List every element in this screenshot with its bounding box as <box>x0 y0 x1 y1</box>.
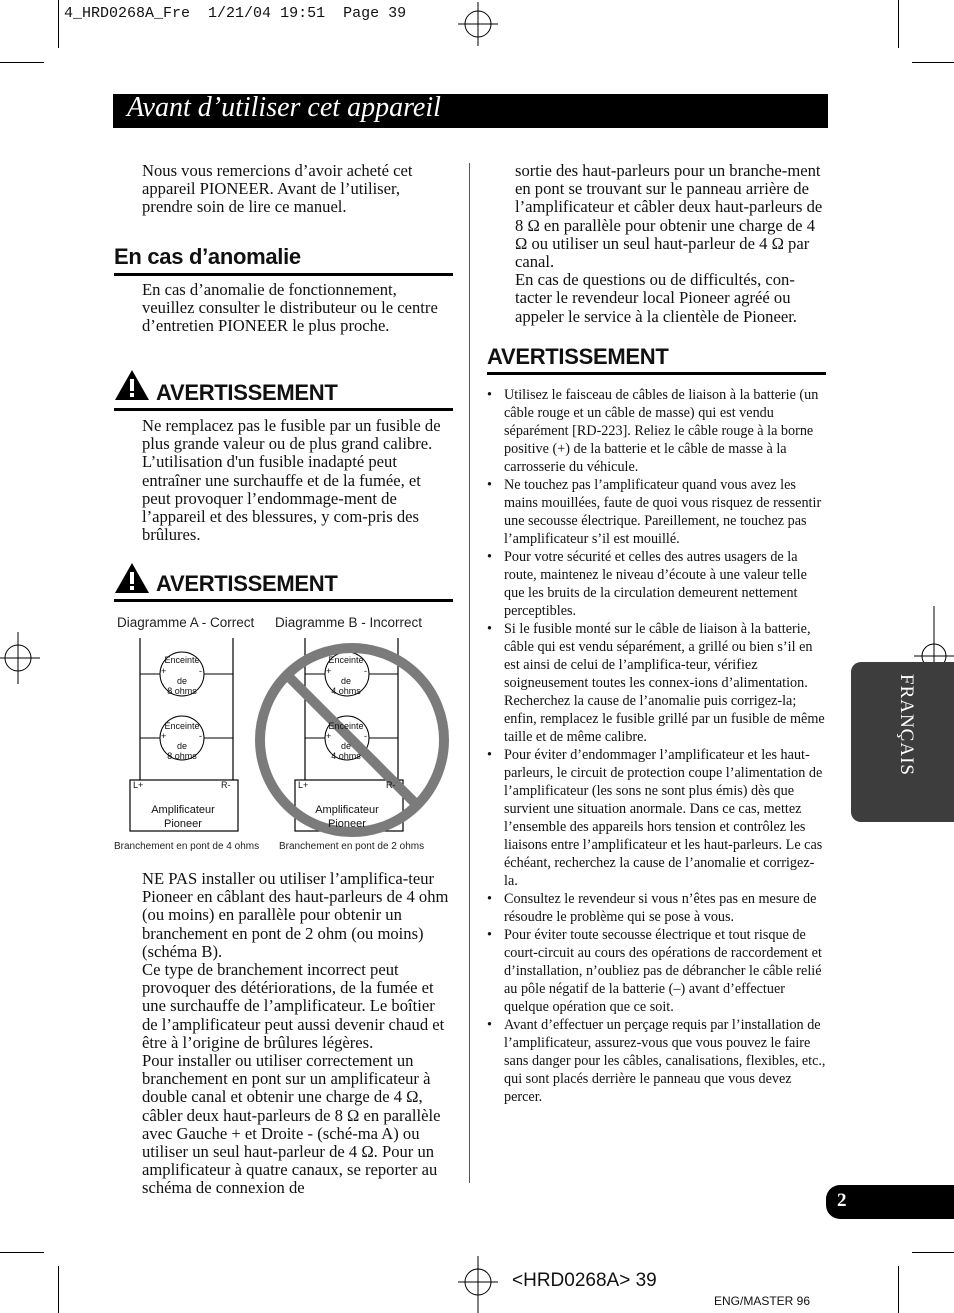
plus-sign: + <box>161 666 167 676</box>
warning-icon <box>114 369 150 401</box>
speaker-text: 4 ohms <box>331 751 361 761</box>
speaker-text: Enceinte <box>164 655 200 665</box>
continuation-text: sortie des haut-parleurs pour un branche-ment en pont se trouvant sur le panneau arrière de l’amplificateur et câbler deux haut-parleurs de 8 Ω en parallèle pour obtenir une charge de 4 Ω ou utiliser un seul haut-parleur de 4 Ω par canal. En cas de questions ou de difficultés, con-tacter le revendeur local Pioneer agréé ou appeler le service à la clientèle de Pioneer. <box>515 161 823 326</box>
diagram-b-caption: Branchement en pont de 2 ohms <box>279 841 425 852</box>
anomalie-text: En cas d’anomalie de fonctionnement, veuillez consulter le distributeur ou le centre d’entretien PIONEER le plus proche. <box>142 280 438 336</box>
amp-r-minus: R- <box>386 780 396 790</box>
speaker-a1-label <box>158 654 206 666</box>
heading-rule <box>114 273 453 276</box>
amplifier-a-label <box>131 803 235 831</box>
diagram-b-label: Diagramme B - Incorrect <box>275 615 423 630</box>
speaker-b1-value <box>322 676 370 696</box>
print-meta <box>64 5 406 22</box>
amp-text: Amplificateur <box>315 804 379 816</box>
warning2-heading: AVERTISSEMENT <box>156 571 338 596</box>
registration-mark-left <box>0 632 40 684</box>
amp-text: Amplificateur <box>151 804 215 816</box>
list-item: • Pour votre sécurité et celles des autres usagers de la route, maintenez le niveau d’écoute à une valeur telle que les bruits de la circulation demeurent nettement perceptibles. <box>487 548 827 620</box>
speaker-text: 8 ohms <box>167 751 197 761</box>
minus-sign: - <box>364 731 367 741</box>
speaker-text: 4 ohms <box>331 686 361 696</box>
crop-mark <box>912 62 954 63</box>
speaker-text: Enceinte <box>328 655 364 665</box>
speaker-text: 8 ohms <box>167 686 197 696</box>
anomalie-heading: En cas d’anomalie <box>114 244 301 269</box>
crop-mark <box>0 1252 44 1253</box>
warning1-heading: AVERTISSEMENT <box>156 380 338 405</box>
column-divider <box>469 163 470 1183</box>
minus-sign: - <box>364 666 367 676</box>
speaker-b2-value <box>322 741 370 761</box>
list-item: • Utilisez le faisceau de câbles de liaison à la batterie (un câble rouge et un câble de masse) qui est vendu séparément [RD-223]. Reliez le câble rouge à la borne positive (+) de la batterie et le câble de masse à la carrosserie du véhicule. <box>487 386 827 476</box>
warning1-text: Ne remplacez pas le fusible par un fusible de plus grande valeur ou de plus grand calibre. L’utilisation d'un fusible inadapté peut entraîner une surchauffe et de la fumée, et peut provoquer l’endommage-ment de l’appareil et des blessures, y com-pris des brûlures. <box>142 416 441 545</box>
language-tab-label: FRANÇAIS <box>896 674 917 776</box>
speaker-text: Enceinte <box>164 721 200 731</box>
registration-mark-top <box>458 2 498 46</box>
heading-rule <box>114 408 453 411</box>
warning-icon <box>114 562 150 594</box>
heading-rule <box>114 599 453 602</box>
speaker-a2-value <box>158 741 206 761</box>
speaker-a1-value <box>158 676 206 696</box>
list-item: • Consultez le revendeur si vous n’êtes pas en mesure de résoudre le problème qui se pose à vous. <box>487 890 827 926</box>
list-item: • Pour éviter d’endommager l’amplificateur et les haut-parleurs, le circuit de protection coupe l’alimentation de l’amplificateur (les sons ne sont plus émis) dès que survient une situation anormale. Dans ce cas, mettez l’ensemble des appareils hors tension et contrôlez les liaisons entre l’amplificateur et les haut-parleurs. Le cas échéant, recherchez la cause de l’anomalie et corrigez-la. <box>487 746 827 890</box>
crop-mark <box>912 1252 954 1253</box>
heading-rule <box>487 372 826 375</box>
print-page: Page 39 <box>343 5 407 22</box>
amp-l-plus: L+ <box>133 780 144 790</box>
diagram-a-label: Diagramme A - Correct <box>117 615 255 630</box>
amp-text: Pioneer <box>328 818 366 830</box>
warning2-text: NE PAS installer ou utiliser l’amplifica-teur Pioneer en câblant des haut-parleurs de 4 ohm (ou moins) en parallèle pour obtenir un branchement en pont de 2 ohm (ou moins) (schéma B). Ce type de branchement incorrect peut provoquer des détériorations, de la fumée et une surchauffe de l’amplificateur. Le boîtier de l’amplificateur peut aussi devenir chaud et être à l’origine de brûlures légères. Pour installer ou utiliser correctement un branchement en pont sur un amplificateur à double canal et obtenir une charge de 4 Ω, câbler deux haut-parleurs de 8 Ω en parallèle avec Gauche + et Droite - (sché-ma A) ou utiliser un seul haut-parleur de 4 Ω. Pour un amplificateur à quatre canaux, se reporter au schéma de connexion de <box>142 869 449 1198</box>
warning3-bullets <box>487 386 827 1106</box>
registration-mark-bottom <box>458 1256 498 1313</box>
crop-mark <box>898 0 899 48</box>
list-item: • Avant d’effectuer un perçage requis par l’installation de l’amplificateur, assurez-vous que vous pouvez le faire sans danger pour les câbles, canalisations, flexibles, etc., qui sont placés derrière le panneau que vous devez percer. <box>487 1016 827 1106</box>
minus-sign: - <box>199 666 202 676</box>
crop-mark <box>898 1266 899 1313</box>
page-number: 2 <box>837 1190 847 1211</box>
speaker-text: de <box>176 741 187 751</box>
page-title-bar <box>113 94 828 128</box>
speaker-text: de <box>176 676 187 686</box>
list-item: • Si le fusible monté sur le câble de liaison à la batterie, câble qui est vendu séparément, a grillé ou bien s’il en est ainsi de celui de l’amplifica-teur, vérifiez soigneusement toutes les connex-ions d’alimentation. Recherchez la cause de l’anomalie puis corrigez-la; enfin, remplacez le fusible grillé par un fusible de même taille et de même calibre. <box>487 620 827 746</box>
diagram-a-caption: Branchement en pont de 4 ohms <box>114 841 260 852</box>
page-number-tab <box>826 1185 954 1219</box>
print-time: 19:51 <box>280 5 326 22</box>
list-item: • Pour éviter toute secousse électrique et tout risque de court-circuit au cours des opérations de raccordement et d’installation, n’oubliez pas de débrancher le câble relié au pôle négatif de la batterie (–) avant d’effectuer quelque opération que ce soit. <box>487 926 827 1016</box>
plus-sign: + <box>326 666 332 676</box>
amplifier-b-label <box>295 803 399 831</box>
amp-text: Pioneer <box>164 818 202 830</box>
speaker-text: Enceinte <box>328 721 364 731</box>
footer-code: <HRD0268A> 39 <box>512 1270 657 1291</box>
amp-l-plus: L+ <box>298 780 309 790</box>
warning3-heading: AVERTISSEMENT <box>487 344 669 369</box>
intro-paragraph: Nous vous remercions d’avoir acheté cet appareil PIONEER. Avant de l’utiliser, prendre soin de lire ce manuel. <box>142 161 413 217</box>
plus-sign: + <box>326 731 332 741</box>
minus-sign: - <box>199 731 202 741</box>
plus-sign: + <box>161 731 167 741</box>
speaker-text: de <box>340 676 351 686</box>
page-title: Avant d’utiliser cet appareil <box>127 92 441 123</box>
speaker-text: de <box>340 741 351 751</box>
amp-r-minus: R- <box>221 780 231 790</box>
list-item: • Ne touchez pas l’amplificateur quand vous avez les mains mouillées, faute de quoi vous risquez de ressentir une secousse électrique. Pareillement, ne touchez pas l’amplificateur s’il est mouillé. <box>487 476 827 548</box>
crop-mark <box>58 0 59 48</box>
speaker-b1-label <box>322 654 370 666</box>
footer-master: ENG/MASTER 96 <box>714 1294 811 1308</box>
print-date: 1/21/04 <box>208 5 272 22</box>
crop-mark <box>58 1266 59 1313</box>
print-slug: 4_HRD0268A_Fre <box>64 5 191 22</box>
language-tab <box>851 662 954 822</box>
crop-mark <box>0 62 44 63</box>
